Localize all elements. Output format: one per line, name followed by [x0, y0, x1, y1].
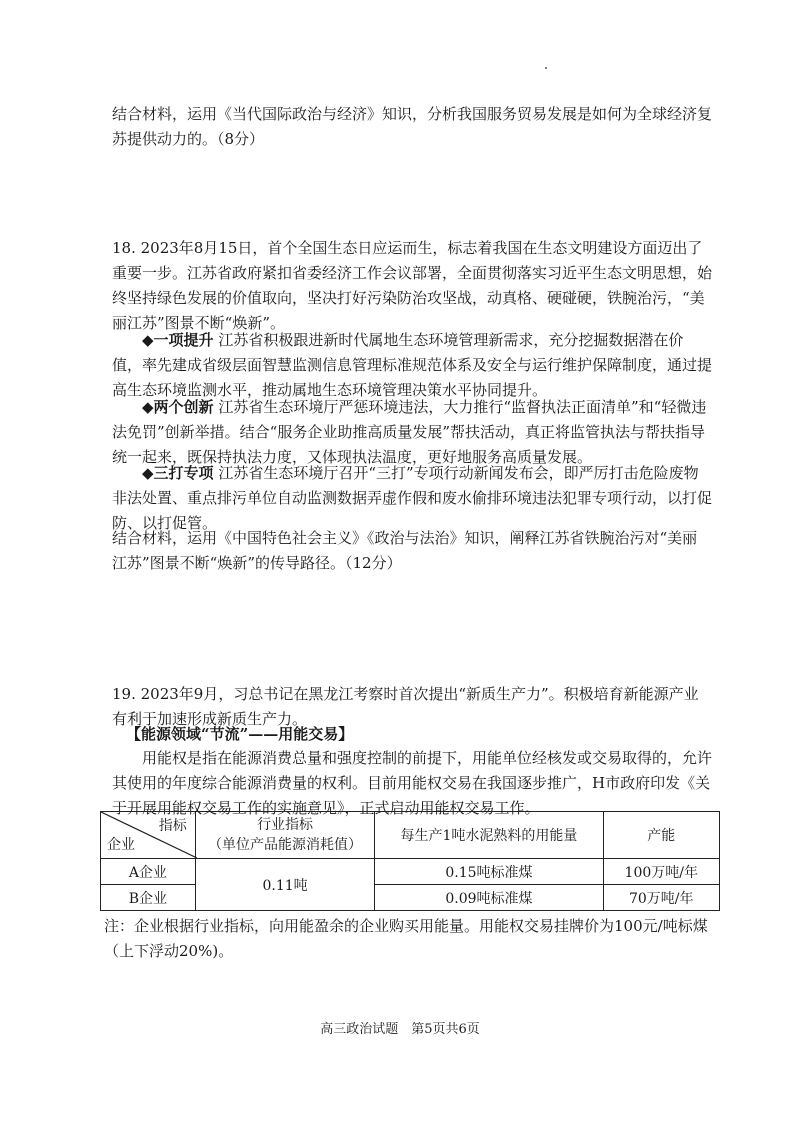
header-capacity: 产能	[603, 812, 719, 859]
row-b-capacity: 70万吨/年	[603, 885, 719, 911]
q18-item-1	[112, 328, 712, 403]
q18-question: 结合材料，运用《中国特色社会主义》《政治与法治》知识，阐释江苏省铁腕治污对“美丽江苏”图景不断“焕新”的传导路径。（12分）	[112, 529, 698, 572]
energy-usage-table	[100, 811, 720, 911]
q18-item-1-title: ◆一项提升	[142, 331, 214, 349]
q18-item-1-text: 江苏省积极跟进新时代属地生态环境管理新需求，充分挖掘数据潜在价值，率先建成省级层面智慧监测信息管理标准规范体系及安全与运行维护保障制度，通过提高生态环境监测水平，推动属地生态环境管理决策水平协同提升。	[112, 331, 713, 399]
q19-intro: 19. 2023年9月，习总书记在黑龙江考察时首次提出“新质生产力”。积极培育新能源产业有利于加速形成新质生产力。	[112, 685, 699, 728]
q18-item-3-title: ◆三打专项	[142, 464, 214, 482]
row-a-capacity: 100万吨/年	[603, 859, 719, 885]
corner-top-label: 指标	[158, 818, 187, 834]
q19-heading: 【能源领域“节流”——用能交易】	[126, 725, 354, 743]
row-b-usage: 0.09吨标准煤	[375, 885, 603, 911]
q17-question-tail: 结合材料，运用《当代国际政治与经济》知识，分析我国服务贸易发展是如何为全球经济复苏提供动力的。（8分）	[112, 105, 713, 148]
q18-item-2-text: 江苏省生态环境厅严惩环境违法，大力推行“监督执法正面清单”和“轻微违法免罚”创新举措。结合“服务企业助推高质量发展”帮扶活动，真正将监管执法与帮扶指导统一起来，既保持执法力度，又体现执法温度，更好地服务高质量发展。	[112, 398, 707, 466]
scan-speck	[545, 67, 547, 69]
header-industry-indicator	[195, 812, 375, 859]
q18-item-3	[112, 461, 712, 536]
shared-indicator: 0.11吨	[195, 859, 375, 911]
q18-item-3-text: 江苏省生态环境厅召开“三打”专项行动新闻发布会，即严厉打击危险废物非法处置、重点排污单位自动监测数据弄虚作假和废水偷排环境违法犯罪专项行动，以打促防、以打促管。	[112, 464, 713, 532]
page-footer: 高三政治试题 第5页共6页	[320, 1022, 480, 1037]
row-a-usage: 0.15吨标准煤	[375, 859, 603, 885]
q19-body: 用能权是指在能源消费总量和强度控制的前提下，用能单位经核发或交易取得的，允许其使用的年度综合能源消费量的权利。目前用能权交易在我国逐步推广，H市政府印发《关于开展用能权交易工作的实施意见》，正式启动用能权交易工作。	[112, 749, 713, 817]
corner-bottom-label: 企业	[107, 837, 135, 853]
q19-note: 注：企业根据行业指标，向用能盈余的企业购买用能量。用能权交易挂牌价为100元/吨标煤（上下浮动20%)。	[104, 917, 708, 960]
table-corner-cell	[101, 812, 196, 859]
table-row	[101, 859, 720, 885]
header-industry-indicator-line1: 行业指标	[257, 817, 314, 833]
row-a-name: A企业	[101, 859, 196, 885]
q18-item-2-title: ◆两个创新	[142, 398, 214, 416]
table-row	[101, 885, 720, 911]
q18-item-2	[112, 395, 712, 470]
header-usage: 每生产1吨水泥熟料的用能量	[375, 812, 603, 859]
header-industry-indicator-line2: （单位产品能源消耗值）	[208, 837, 363, 853]
q18-intro: 18. 2023年8月15日，首个全国生态日应运而生，标志着我国在生态文明建设方面迈出了重要一步。江苏省政府紧扣省委经济工作会议部署，全面贯彻落实习近平生态文明思想，始终坚持绿色发展的价值取向，坚决打好污染防治攻坚战，动真格、硬碰硬，铁腕治污，“美丽江苏”图景不断“焕新”。	[112, 239, 713, 332]
row-b-name: B企业	[101, 885, 196, 911]
